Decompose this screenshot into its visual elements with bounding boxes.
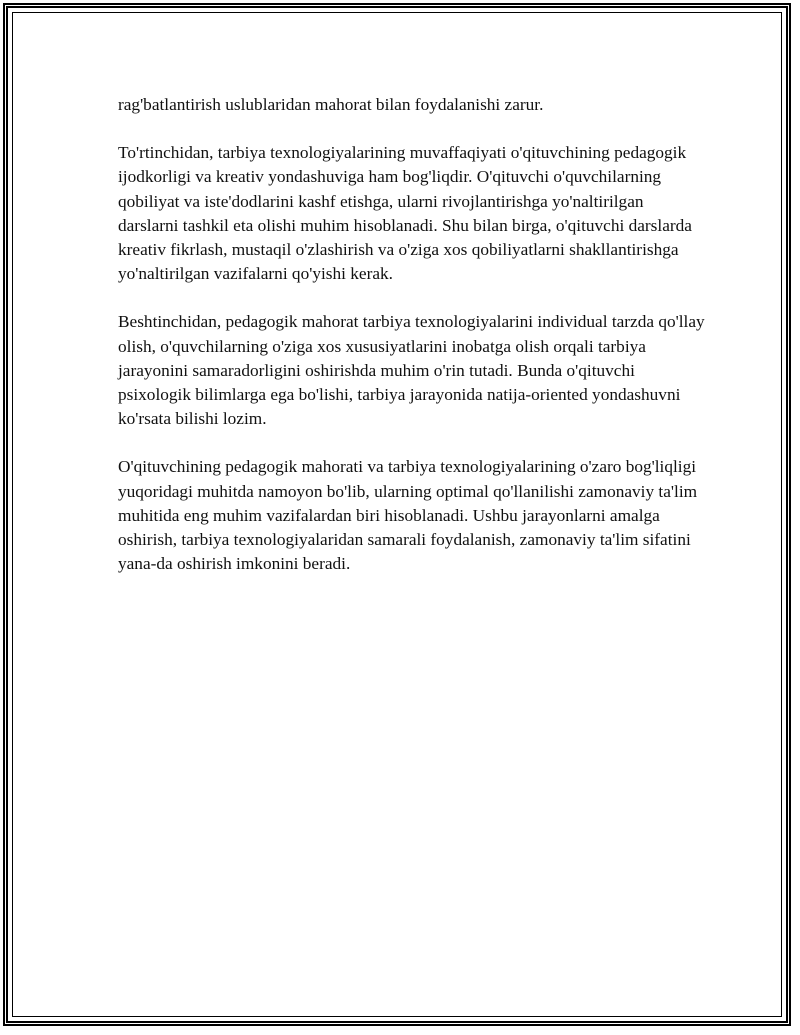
paragraph-4: O'qituvchining pedagogik mahorati va tarbiya texnologiyalarining o'zaro bog'liqligi yuqoridagi muhitda namoyon bo'lib, ularning optimal qo'llanilishi zamonaviy ta'lim muhitida eng muhim vazifalardan biri hisoblanadi. Ushbu jarayonlarni amalga oshirish, tarbiya texnologiyalaridan samarali foydalanish, zamonaviy ta'lim sifatini yana-da oshirish imkonini beradi. <box>118 457 698 574</box>
paragraph-2: To'rtinchidan, tarbiya texnologiyalarining muvaffaqiyati o'qituvchining pedagogik ijodkorligi va kreativ yondashuviga ham bog'liqdir. O'qituvchi o'quvchilarning qobiliyat va iste'dodlarini kashf etishga, ularni rivojlantirishga yo'naltirilgan darslarni tashkil eta olishi muhim hisoblanadi. Shu bilan birga, o'qituvchi darslarda kreativ fikrlash, mustaqil o'zlashirish va o'ziga xos qobiliyatlarni shakllantirishga yo'naltirilgan vazifalarni qo'yishi kerak. <box>118 143 692 284</box>
paragraph-1: rag'batlantirish uslublaridan mahorat bilan foydalanishi zarur. <box>118 95 544 114</box>
document-body <box>118 93 708 600</box>
paragraph-3: Beshtinchidan, pedagogik mahorat tarbiya texnologiyalarini individual tarzda qo'llay olish, o'quvchilarning o'ziga xos xususiyatlarini inobatga olish orqali tarbiya jarayonini samaradorligini oshirishda muhim o'rin tutadi. Bunda o'qituvchi psixologik bilimlarga ega bo'lishi, tarbiya jarayonida natija-oriented yondashuvni ko'rsata bilishi lozim. <box>118 312 705 429</box>
